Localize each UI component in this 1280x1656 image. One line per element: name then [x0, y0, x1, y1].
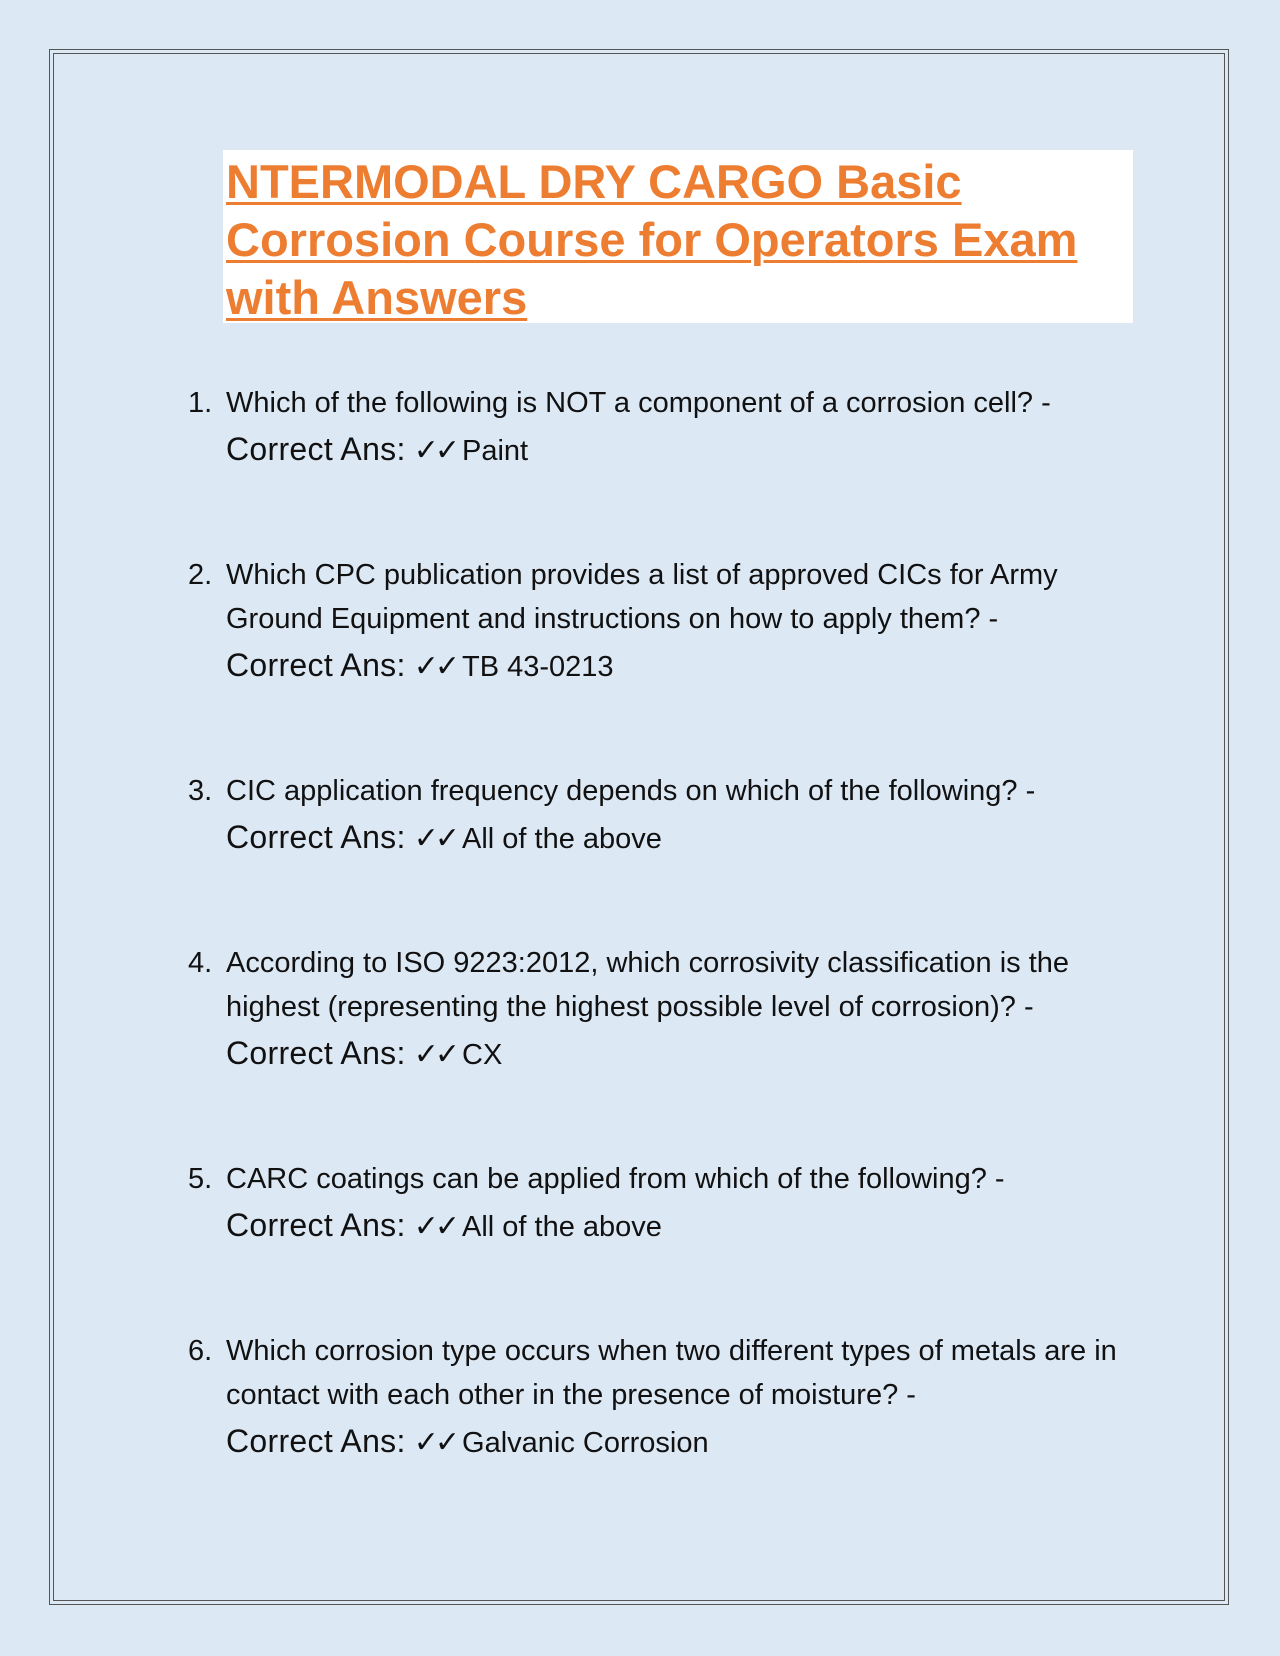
- checkmark-icon: ✓✓: [413, 821, 457, 856]
- qa-item: [188, 553, 1148, 691]
- question-number: 5.: [188, 1163, 213, 1195]
- qa-item: [188, 381, 1148, 475]
- answer-text: All of the above: [462, 823, 662, 855]
- answer-text: Paint: [462, 435, 529, 467]
- answer-line: [226, 1417, 1148, 1467]
- checkmark-icon: ✓✓: [413, 1425, 457, 1460]
- answer-line: [226, 1029, 1148, 1079]
- checkmark-icon: ✓✓: [413, 433, 457, 468]
- question-text: CIC application frequency depends on which of the following? -: [226, 775, 1036, 807]
- question-text: Which corrosion type occurs when two different types of metals are in contact with each other in the presence of moisture? -: [226, 1335, 1117, 1411]
- checkmark-icon: ✓✓: [413, 649, 457, 684]
- title-box: [223, 150, 1133, 323]
- question-number: 1.: [188, 387, 213, 419]
- question-number: 3.: [188, 775, 213, 807]
- qa-item: [188, 769, 1148, 863]
- answer-label: Correct Ans:: [226, 1423, 406, 1459]
- answer-label: Correct Ans:: [226, 431, 406, 467]
- answer-label: Correct Ans:: [226, 1035, 406, 1071]
- qa-item: [188, 1157, 1148, 1251]
- answer-label: Correct Ans:: [226, 1207, 406, 1243]
- answer-line: [226, 813, 1148, 863]
- answer-text: All of the above: [462, 1211, 662, 1243]
- answer-label: Correct Ans:: [226, 819, 406, 855]
- question-text: CARC coatings can be applied from which of the following? -: [226, 1163, 1005, 1195]
- question-text: According to ISO 9223:2012, which corrosivity classification is the highest (representing the highest possible level of corrosion)? -: [226, 947, 1070, 1023]
- question-number: 4.: [188, 947, 213, 979]
- answer-text: TB 43-0213: [462, 651, 614, 683]
- answer-line: [226, 641, 1148, 691]
- question-number: 6.: [188, 1335, 213, 1367]
- answer-line: [226, 425, 1148, 475]
- qa-item: [188, 941, 1148, 1079]
- qa-item: [188, 1329, 1148, 1467]
- answer-text: CX: [462, 1039, 503, 1071]
- answer-line: [226, 1201, 1148, 1251]
- answer-text: Galvanic Corrosion: [462, 1427, 709, 1459]
- question-text: Which of the following is NOT a component of a corrosion cell? -: [226, 387, 1051, 419]
- document-title: NTERMODAL DRY CARGO Basic Corrosion Course for Operators Exam with Answers: [226, 155, 1078, 324]
- question-text: Which CPC publication provides a list of approved CICs for Army Ground Equipment and instructions on how to apply them? -: [226, 559, 1058, 635]
- answer-label: Correct Ans:: [226, 647, 406, 683]
- checkmark-icon: ✓✓: [413, 1037, 457, 1072]
- question-number: 2.: [188, 559, 213, 591]
- checkmark-icon: ✓✓: [413, 1209, 457, 1244]
- qa-list: [188, 381, 1148, 1467]
